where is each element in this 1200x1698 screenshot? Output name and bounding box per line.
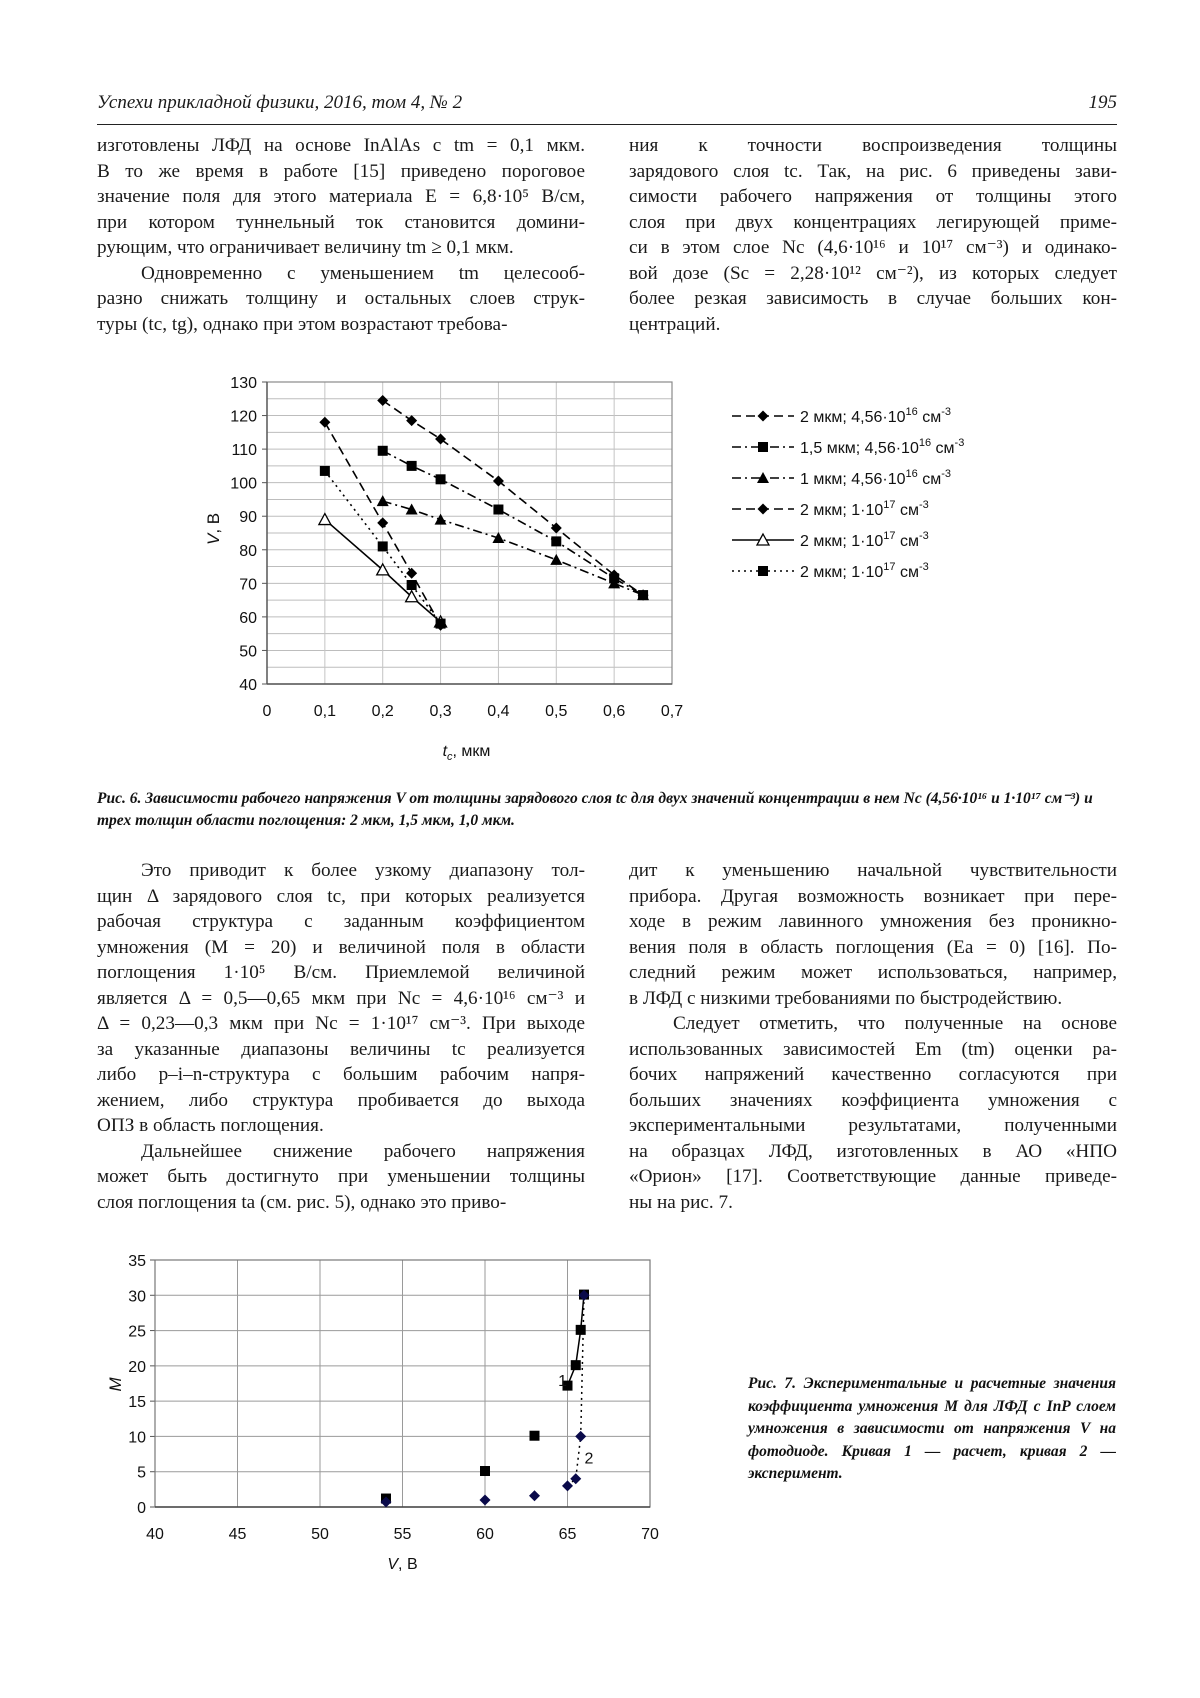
text-line: на образцах ЛФД, изготовленных в АО «НПО	[629, 1140, 1117, 1162]
text-line: рующим, что ограничивает величину tm ≥ 0,1 мкм.	[97, 237, 514, 258]
text-line: ния к точности воспроизведения толщины	[629, 135, 1117, 156]
square-marker	[436, 474, 446, 484]
triangle-marker	[435, 514, 447, 525]
text-line: зарядового слоя tc. Так, на рис. 6 приведены зави-	[629, 160, 1117, 182]
text-line: экспериментальными результатами, полученными	[629, 1115, 1117, 1136]
bottom-left-column	[97, 858, 585, 1215]
y-tick-label: 20	[128, 1358, 146, 1376]
x-tick-label: 0,1	[313, 703, 336, 720]
legend-label: 1,5 мкм; $4,56\cdot 10^{16}$ $см^{-3}$	[800, 437, 965, 457]
x-tick-label: 0	[262, 703, 272, 720]
y-tick-label: 60	[239, 609, 257, 627]
text-line: поглощения 1·10⁵ В/см. Приемлемой величиной	[97, 962, 585, 983]
text-line: прибора. Другая возможность возникает при пере-	[629, 885, 1117, 907]
text-line: слоя поглощения ta (см. рис. 5), однако это приво-	[97, 1191, 507, 1213]
open-triangle-marker	[319, 514, 331, 525]
text-line: си в этом слое Nc (4,6·10¹⁶ и 10¹⁷ см⁻³) и одинако-	[629, 237, 1117, 258]
square-marker	[758, 566, 768, 576]
text-line: вения поля в область поглощения (Ea = 0) [16]. По-	[629, 936, 1117, 958]
x-tick-label: 45	[228, 1526, 247, 1543]
x-tick-label: 50	[311, 1526, 329, 1543]
diamond-marker	[575, 1431, 586, 1442]
y-tick-label: 0	[137, 1500, 146, 1517]
square-marker	[436, 619, 446, 629]
legend-label: 2 мкм; $1\cdot 10^{17}$ $см^{-3}$	[800, 530, 929, 550]
text-line: щин Δ зарядового слоя tc, при которых реализуется	[97, 885, 585, 907]
text-line: рабочая структура с заданным коэффициентом	[97, 911, 585, 932]
plot-area	[204, 375, 683, 763]
y-tick-label: 80	[239, 542, 257, 560]
square-marker	[407, 461, 417, 471]
legend-label: 2 мкм; $4,56\cdot 10^{16}$ $см^{-3}$	[800, 406, 951, 426]
y-tick-label: 25	[128, 1323, 146, 1341]
x-tick-label: 0,6	[603, 703, 626, 720]
diamond-marker	[758, 411, 769, 422]
legend-label: 2 мкм; $1\cdot 10^{17}$ $см^{-3}$	[800, 499, 929, 519]
diamond-marker	[758, 504, 769, 515]
y-tick-label: 120	[230, 408, 257, 426]
text-line: значение поля для этого материала E = 6,8·10⁵ В/см,	[97, 186, 585, 207]
square-marker	[551, 536, 561, 546]
text-line: в ЛФД с низкими требованиями по быстродействию.	[629, 987, 1063, 1009]
figure-7-chart	[105, 1255, 740, 1595]
text-line: симости рабочего напряжения от толщины этого	[629, 186, 1117, 207]
figure-6-caption: Рис. 6. Зависимости рабочего напряжения V от толщины зарядового слоя tc для двух значений концентрации в нем Nc (4,56·10¹⁶ и 1·10¹⁷ см⁻³) и трех толщин области поглощения: 2 мкм, 1,5 мкм, 1,0 мкм.	[97, 790, 1093, 829]
y-axis-label: V, В	[204, 512, 223, 545]
diamond-marker	[480, 1494, 491, 1505]
diamond-marker	[529, 1490, 540, 1501]
running-header	[97, 92, 1117, 125]
x-tick-label: 0,5	[545, 703, 568, 720]
y-tick-label: 130	[230, 375, 257, 392]
text-line: ны на рис. 7.	[629, 1191, 733, 1213]
diamond-marker	[406, 568, 417, 579]
text-line: либо p–i–n-структура с большим рабочим напря-	[97, 1064, 585, 1085]
square-marker	[493, 505, 503, 515]
text-line: Дальнейшее снижение рабочего напряжения	[141, 1140, 585, 1162]
y-tick-label: 100	[230, 475, 257, 493]
diamond-marker	[406, 415, 417, 426]
text-line: дит к уменьшению начальной чувствительности	[629, 860, 1117, 881]
top-right-column	[629, 133, 1117, 337]
text-line: жением, либо структура пробивается до выхода	[97, 1089, 585, 1111]
x-tick-label: 55	[393, 1526, 412, 1543]
text-line: «Орион» [17]. Соответствующие данные приведе-	[629, 1166, 1117, 1187]
square-marker	[571, 1360, 581, 1370]
triangle-marker	[492, 532, 504, 543]
bottom-right-column	[629, 858, 1117, 1215]
square-marker	[378, 446, 388, 456]
triangle-marker	[550, 554, 562, 565]
diamond-marker	[319, 417, 330, 428]
text-line: вой дозе (Sc = 2,28·10¹² см⁻²), из которых следует	[629, 262, 1117, 284]
x-tick-label: 0,3	[429, 703, 452, 720]
text-line: более резкая зависимость в случае больших кон-	[629, 288, 1117, 309]
diamond-marker	[562, 1480, 573, 1491]
x-tick-label: 40	[146, 1526, 164, 1543]
square-marker	[320, 466, 330, 476]
text-line: Это приводит к более узкому диапазону тол-	[141, 860, 585, 881]
square-marker	[407, 580, 417, 590]
text-line: разно снижать толщину и остальных слоев струк-	[97, 288, 585, 309]
x-tick-label: 0,4	[487, 703, 510, 720]
y-tick-label: 70	[239, 576, 257, 594]
legend-label: 2 мкм; $1\cdot 10^{17}$ $см^{-3}$	[800, 561, 929, 581]
curve-label: 2	[584, 1450, 594, 1468]
text-line: В то же время в работе [15] приведено пороговое	[97, 160, 585, 182]
legend	[732, 406, 964, 581]
plot-area	[106, 1255, 659, 1573]
top-left-column	[97, 133, 585, 337]
text-line: ходе в режим лавинного умножения без проникно-	[629, 911, 1117, 932]
text-line: Δ = 0,23—0,3 мкм при Nc = 1·10¹⁷ см⁻³. При выходе	[97, 1013, 585, 1034]
text-line: бочих напряжений качественно согласуются при	[629, 1064, 1117, 1085]
series	[378, 446, 648, 600]
text-line: больших значениях коэффициента умножения с	[629, 1089, 1117, 1111]
x-tick-label: 60	[476, 1526, 494, 1543]
y-tick-label: 30	[128, 1288, 146, 1306]
page-number: 195	[1088, 92, 1117, 113]
figure-6-chart	[195, 370, 1025, 775]
y-axis-label: M	[106, 1377, 125, 1392]
y-tick-label: 35	[128, 1255, 146, 1270]
text-line: следний режим может использоваться, например,	[629, 962, 1117, 983]
curve-label: 1	[558, 1372, 568, 1390]
y-tick-label: 110	[231, 442, 257, 460]
x-tick-label: 70	[641, 1526, 659, 1543]
text-line: использованных зависимостей Em (tm) оценки ра-	[629, 1038, 1117, 1060]
diamond-marker	[570, 1473, 581, 1484]
figure-7-caption: Рис. 7. Экспериментальные и расчетные значения коэффициента умножения M для ЛФД с InP слоем умножения в зависимости от напряжения V на фотодиоде. Кривая 1 — расчет, кривая 2 — эксперимент.	[748, 1375, 1116, 1482]
y-tick-label: 40	[239, 677, 257, 694]
square-marker	[530, 1431, 540, 1441]
y-tick-label: 10	[128, 1429, 146, 1447]
x-axis-label: V, В	[387, 1556, 418, 1573]
triangle-marker	[377, 495, 389, 506]
x-axis-label: $t_c$, мкм	[442, 743, 491, 763]
x-tick-label: 0,7	[660, 703, 684, 720]
text-line: Следует отметить, что полученные на основе	[673, 1013, 1117, 1034]
text-line: слоя при двух концентрациях легирующей приме-	[629, 211, 1117, 233]
series	[377, 395, 648, 601]
journal-title: Успехи прикладной физики, 2016, том 4, № 2	[97, 92, 463, 113]
text-line: умножения (M = 20) и величиной поля в области	[97, 936, 585, 958]
x-tick-label: 0,2	[371, 703, 394, 720]
y-tick-label: 50	[239, 643, 257, 661]
text-line: является Δ = 0,5—0,65 мкм при Nc = 4,6·10¹⁶ см⁻³ и	[97, 987, 585, 1009]
square-marker	[480, 1466, 490, 1476]
text-line: туры (tc, tg), однако при этом возрастают требова-	[97, 313, 508, 335]
x-tick-label: 65	[558, 1526, 577, 1543]
y-tick-label: 90	[239, 509, 257, 527]
square-marker	[378, 541, 388, 551]
text-line: Одновременно с уменьшением tm целесооб-	[141, 262, 585, 284]
text-line: может быть достигнуто при уменьшении толщины	[97, 1166, 585, 1187]
square-marker	[758, 442, 768, 452]
text-line: при котором туннельный ток становится домини-	[97, 211, 585, 233]
text-line: изготовлены ЛФД на основе InAlAs с tm = 0,1 мкм.	[97, 135, 585, 156]
y-tick-label: 5	[137, 1464, 146, 1482]
diamond-marker	[435, 434, 446, 445]
text-line: ОПЗ в область поглощения.	[97, 1115, 324, 1136]
text-line: центраций.	[629, 313, 721, 335]
y-tick-label: 15	[128, 1394, 146, 1412]
diamond-marker	[377, 517, 388, 528]
legend-label: 1 мкм; $4,56\cdot 10^{16}$ $см^{-3}$	[800, 468, 951, 488]
diamond-marker	[377, 395, 388, 406]
square-marker	[576, 1325, 586, 1335]
text-line: за указанные диапазоны величины tc реализуется	[97, 1038, 585, 1060]
